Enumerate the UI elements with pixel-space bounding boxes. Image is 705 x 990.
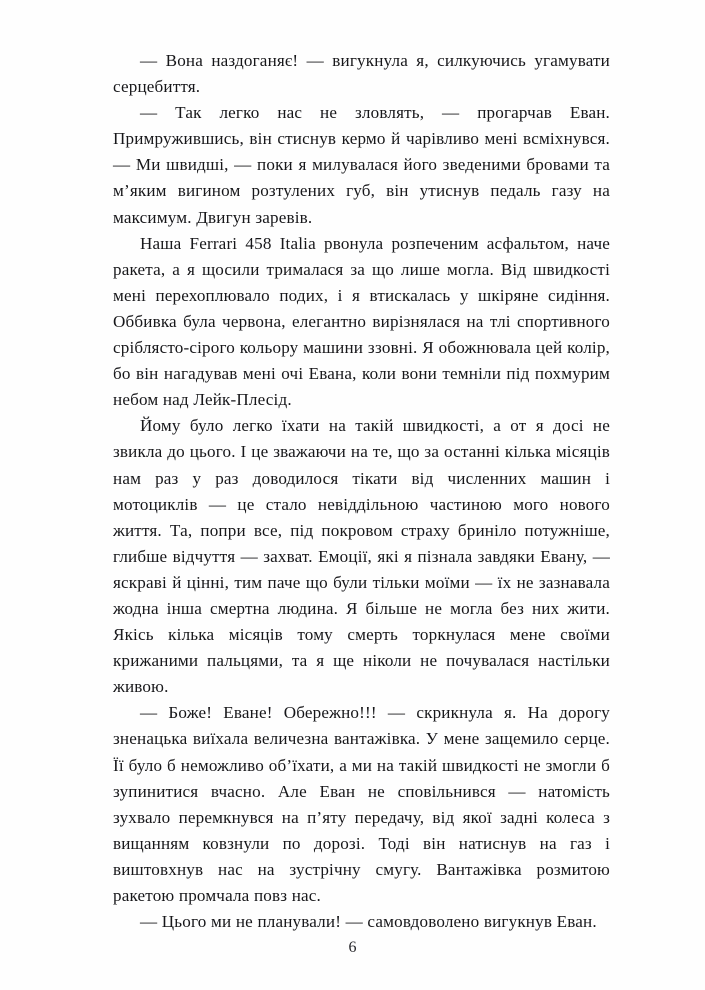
paragraph: — Вона наздоганяє! — вигукнула я, силкуючись угамувати серцебиття. xyxy=(113,51,610,97)
page-text-block xyxy=(113,48,610,935)
paragraph: Наша Ferrari 458 Italia рвонула розпеченим асфальтом, наче ракета, а я щосили трималася за що лише могла. Від швидкості мені перехоплювало подих, і я втискалась у шкіряне сидіння. Оббивка була червона, елегантно вирізнялася на тлі спортивного сріблясто-сірого кольору машини ззовні. Я обожнювала цей колір, бо він нагадував мені очі Евана, коли вони темніли під похмурим небом над Лейк-Плесід. xyxy=(113,233,610,410)
paragraph: — Цього ми не планували! — самовдоволено вигукнув Еван. xyxy=(140,912,597,932)
page-number: 6 xyxy=(348,939,357,956)
paragraph: — Боже! Еване! Обережно!!! — скрикнула я. На дорогу зненацька виїхала величезна вантажівка. У мене защемило серце. Її було б неможливо об’їхати, а ми на такій швидкості не змогли б зупинитися вчасно. Але Еван не сповільнився — натомість зухвало перемкнувся на п’яту передачу, від якої задні колеса з вищанням ковзнули по дорозі. Тоді він натиснув на газ і виштовхнув нас на зустрічну смугу. Вантажівка розмитою ракетою промчала повз нас. xyxy=(113,703,610,905)
paragraph: Йому було легко їхати на такій швидкості, а от я досі не звикла до цього. І це зважаючи на те, що за останні кілька місяців нам раз у раз доводилося тікати від численних машин і мотоциклів — це стало невіддільною частиною мого нового життя. Та, попри все, під покровом страху бриніло потужніше, глибше відчуття — захват. Емоції, які я пізнала завдяки Евану, — яскраві й цінні, тим паче що були тільки моїми — їх не зазнавала жодна інша смертна людина. Я більше не могла без них жити. Якісь кілька місяців тому смерть торкнулася мене своїми крижаними пальцями, та я ще ніколи не почувалася настільки живою. xyxy=(113,416,610,697)
paragraph: — Так легко нас не зловлять, — прогарчав Еван. Примружившись, він стиснув кермо й чарівливо мені всміхнувся. — Ми швидші, — поки я милувалася його зведеними бровами та м’яким вигином розтулених губ, він утиснув педаль газу на максимум. Двигун заревів. xyxy=(113,103,610,227)
